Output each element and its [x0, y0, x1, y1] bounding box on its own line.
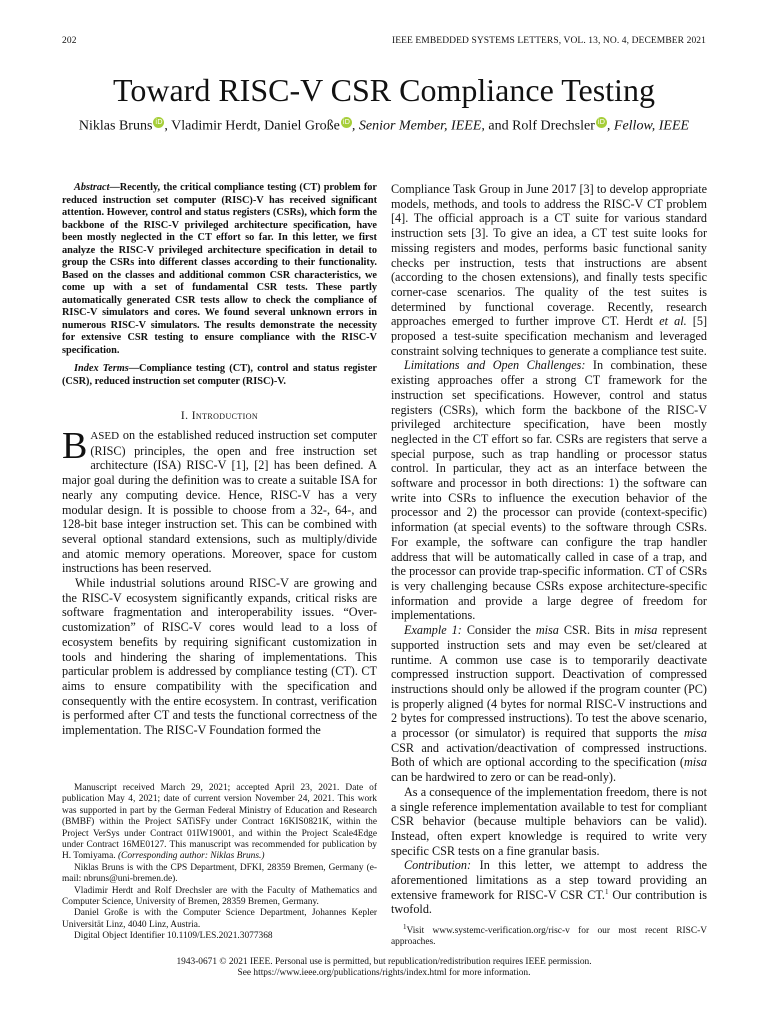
paragraph-text: Our contribution is twofold. — [391, 887, 707, 917]
paragraph — [391, 858, 707, 917]
affiliation-note: Niklas Bruns is with the CPS Department, DFKI, 28359 Bremen, Germany (e-mail: nbruns@uni-bremen.de). — [62, 862, 377, 885]
url-footnote — [391, 922, 707, 949]
orcid-icon[interactable]: iD — [342, 118, 351, 126]
paragraph-text: CSR. Bits in — [558, 623, 635, 638]
affiliation-note: Vladimir Herdt and Rolf Drechsler are with the Faculty of Mathematics and Computer Science, University of Bremen, 28359 Bremen, Germany. — [62, 885, 377, 908]
section-number: I. — [180, 410, 192, 422]
code-term: misa — [535, 623, 559, 638]
paragraph-heading: Limitations and Open Challenges: — [404, 358, 586, 373]
code-term: misa — [634, 623, 658, 638]
paragraph-text: In combination, these existing approaches offer a strong CT framework for the instruction set specifications. However, control and status registers (CSRs), which form the backbone of the RISC-V privileged architecture specification, have been mostly neglected in the CT effort so far. CSRs are registers that serve a special purpose, such as trap handling or processor status control. In particular, they act as an interface between the software and processor in both directions: 1) the software can write into CSRs to influence the execution behavior of the processor and 2) the processor can provide (context-specific) information (at special events) to the software through CSRs. For example, the software can configure the trap handler address that will be automatically called in case of a trap, and the processor can provide trap-specific information. CT of CSRs is very challenging because CSRs expose architecture-specific information and provide a large degree of freedom for implementations. — [391, 358, 707, 623]
section-title: Introduction — [191, 410, 259, 422]
paragraph — [391, 358, 707, 623]
orcid-icon[interactable]: iD — [155, 118, 163, 126]
footnote — [391, 922, 707, 949]
abstract-label: Abstract — [74, 182, 110, 193]
footnote-number: 1 — [403, 922, 407, 931]
paragraph-text: In this letter, we attempt to address the aforementioned limitations as a step toward providing an extensive framework for RISC-V CSR CT. — [391, 858, 707, 902]
author-list — [40, 117, 728, 136]
paragraph-text: represent supported instruction sets and may even be set/cleared at runtime. A common use case is to temporarily deactivate compressed instruction support. Deactivation of compressed instructions should only be allowed if the program counter (PC) is properly aligned (4 bytes for normal RISC-V instructions and 2 bytes for compressed instructions). To test the above scenario, a processor (or simulator) is required that supports the — [391, 623, 707, 741]
manuscript-note — [62, 783, 377, 863]
index-terms — [62, 363, 377, 388]
paragraph-text: can be hardwired to zero or can be read-only). — [391, 770, 617, 785]
abstract-text: —Recently, the critical compliance testing (CT) problem for reduced instruction set computer (RISC)-V has received significant attention. However, control and status registers (CSRs), which form the backbone of the RISC-V privileged architecture specification, have been mostly neglected in the CT effort so far. In this letter, we first analyze the RISC-V privileged architecture specification in detail to group the CSRs into different classes according to their functionality. Based on the classes and additional common CSR characteristics, we come up with a set of fundamental CSR tests. These partly automatically generated CSR tests allow to check the compliance of RISC-V simulators and cores. We found several unknown errors in numerous RISC-V simulators. The results demonstrate the necessity for extensive CSR testing to ensure compliance with the RISC-V specification. — [62, 182, 377, 356]
copyright-line: 1943-0671 © 2021 IEEE. Personal use is permitted, but republication/redistribution requires IEEE permission. — [176, 957, 592, 967]
paragraph-text: [5] proposed a test-suite specification mechanism and leveraged constraint solving techniques to generate a compliance test suite. — [391, 314, 708, 358]
section-heading — [62, 410, 377, 422]
paragraph — [391, 182, 707, 358]
index-terms-text: —Compliance testing (CT), control and status register (CSR), reduced instruction set computer (RISC)-V. — [62, 363, 377, 387]
author-name: and Rolf Drechsler — [484, 118, 595, 134]
first-page-footnotes — [62, 783, 377, 943]
example-heading: Example 1: — [404, 623, 462, 638]
author-name: , Vladimir Herdt, Daniel Große — [164, 118, 340, 134]
copyright-link: See https://www.ieee.org/publications/rights/index.html for more information. — [237, 968, 531, 979]
section-body — [62, 425, 377, 738]
paper-title: Toward RISC-V CSR Compliance Testing — [113, 72, 655, 108]
paragraph-text: Consider the — [461, 623, 536, 638]
author-role: , Fellow, IEEE — [606, 118, 690, 134]
first-word: ASED — [90, 430, 120, 442]
journal-header: IEEE EMBEDDED SYSTEMS LETTERS, VOL. 13, NO. 4, DECEMBER 2021 — [391, 36, 706, 46]
index-terms-label: Index Terms — [74, 363, 129, 374]
et-al: et al. — [659, 314, 687, 329]
paragraph-heading: Contribution: — [404, 858, 472, 873]
manuscript-note-text: Manuscript received March 29, 2021; accepted April 23, 2021. Date of publication May 4, 2021; date of current version November 24, 2021. This work was supported in part by the German Federal Ministry of Education and Research (BMBF) within the Project SATiSFy under Contract 16KIS0821K, within the Project VerSys under Contract 01IW19001, and within the Project Scale4Edge under Contract 16ME0127. This manuscript was recommended for publication by H. Tomiyama. — [62, 783, 377, 862]
running-head — [62, 36, 706, 50]
paragraph-text: Compliance Task Group in June 2017 [3] to develop appropriate models, methods, and tools to address the RISC-V CT problem [4]. The official approach is a CT suite for various standard instruction sets [3]. To give an idea, a CT test suite looks for missing registers and modes, performs basic functional sanity checks per instruction, tests that instructions are absent (according to the chosen extensions), and finally tests specific corner-case scenarios. The quality of the test suites is determined by functional coverage. Recently, research approaches emerged to further improve CT. Herdt — [391, 182, 707, 329]
affiliation-note: Daniel Große is with the Computer Science Department, Johannes Kepler Universität Linz, 4040 Linz, Austria. — [62, 908, 377, 930]
author-role: , Senior Member, IEEE, — [351, 118, 485, 134]
paragraph-text: on the established reduced instruction set computer (RISC) principles, the open and free instruction set architecture (ISA) RISC-V [1], [2] has been defined. A major goal during the definition was to create a suitable ISA for nearly any computing device. Hence, RISC-V has a very modular design. It is possible to choose from a 32-, 64-, and 128-bit base integer instruction set. This can be combined with several optional standard extensions, such as multiply/divide and atomic memory operations. Moreover, space for custom instructions has been reserved. — [62, 428, 377, 576]
paragraph-text: CSR and activation/deactivation of compressed instructions. Both of which are optional according to the specification ( — [391, 740, 707, 770]
paragraph: As a consequence of the implementation freedom, there is not a single reference implementation available to test for compliant CSR behavior (because multiple behaviors can be valid). Instead, often expert knowledge is required to write very specific CSR tests on a fine granular basis. — [391, 784, 707, 858]
drop-cap: B — [62, 425, 88, 467]
code-term: misa — [683, 726, 707, 741]
left-column — [62, 182, 377, 738]
right-column — [391, 182, 707, 917]
paragraph — [62, 425, 377, 576]
code-term: misa — [683, 755, 707, 770]
paragraph: While industrial solutions around RISC-V are growing and the RISC-V ecosystem significantly expands, critical risks are software fragmentation and interoperability issues. “Over-customization” of RISC-V cores would lead to a loss of ecosystem benefits by requiring significant customization in tools and hindering the sharing of implementations. This particular problem is addressed by compliance testing (CT). CT aims to ensure compatibility with the specification and consequently with the entire ecosystem. In contrast, verification is performed after CT and tests the functional correctness of the implementation. The RISC-V Foundation formed the — [62, 576, 377, 738]
orcid-icon[interactable]: iD — [597, 118, 606, 126]
paragraph — [391, 623, 707, 785]
author-name: Niklas Bruns — [78, 118, 153, 134]
copyright-notice — [62, 957, 706, 980]
corresponding-author: (Corresponding author: Niklas Bruns.) — [115, 851, 265, 862]
footnote-text: Visit www.systemc-verification.org/risc-v for our most recent RISC-V approaches. — [391, 926, 707, 948]
page-number: 202 — [62, 36, 77, 46]
doi-note: Digital Object Identifier 10.1109/LES.2021.3077368 — [74, 931, 273, 942]
right-body — [391, 182, 707, 917]
abstract — [62, 182, 377, 357]
footnote-marker[interactable]: 1 — [604, 887, 609, 896]
